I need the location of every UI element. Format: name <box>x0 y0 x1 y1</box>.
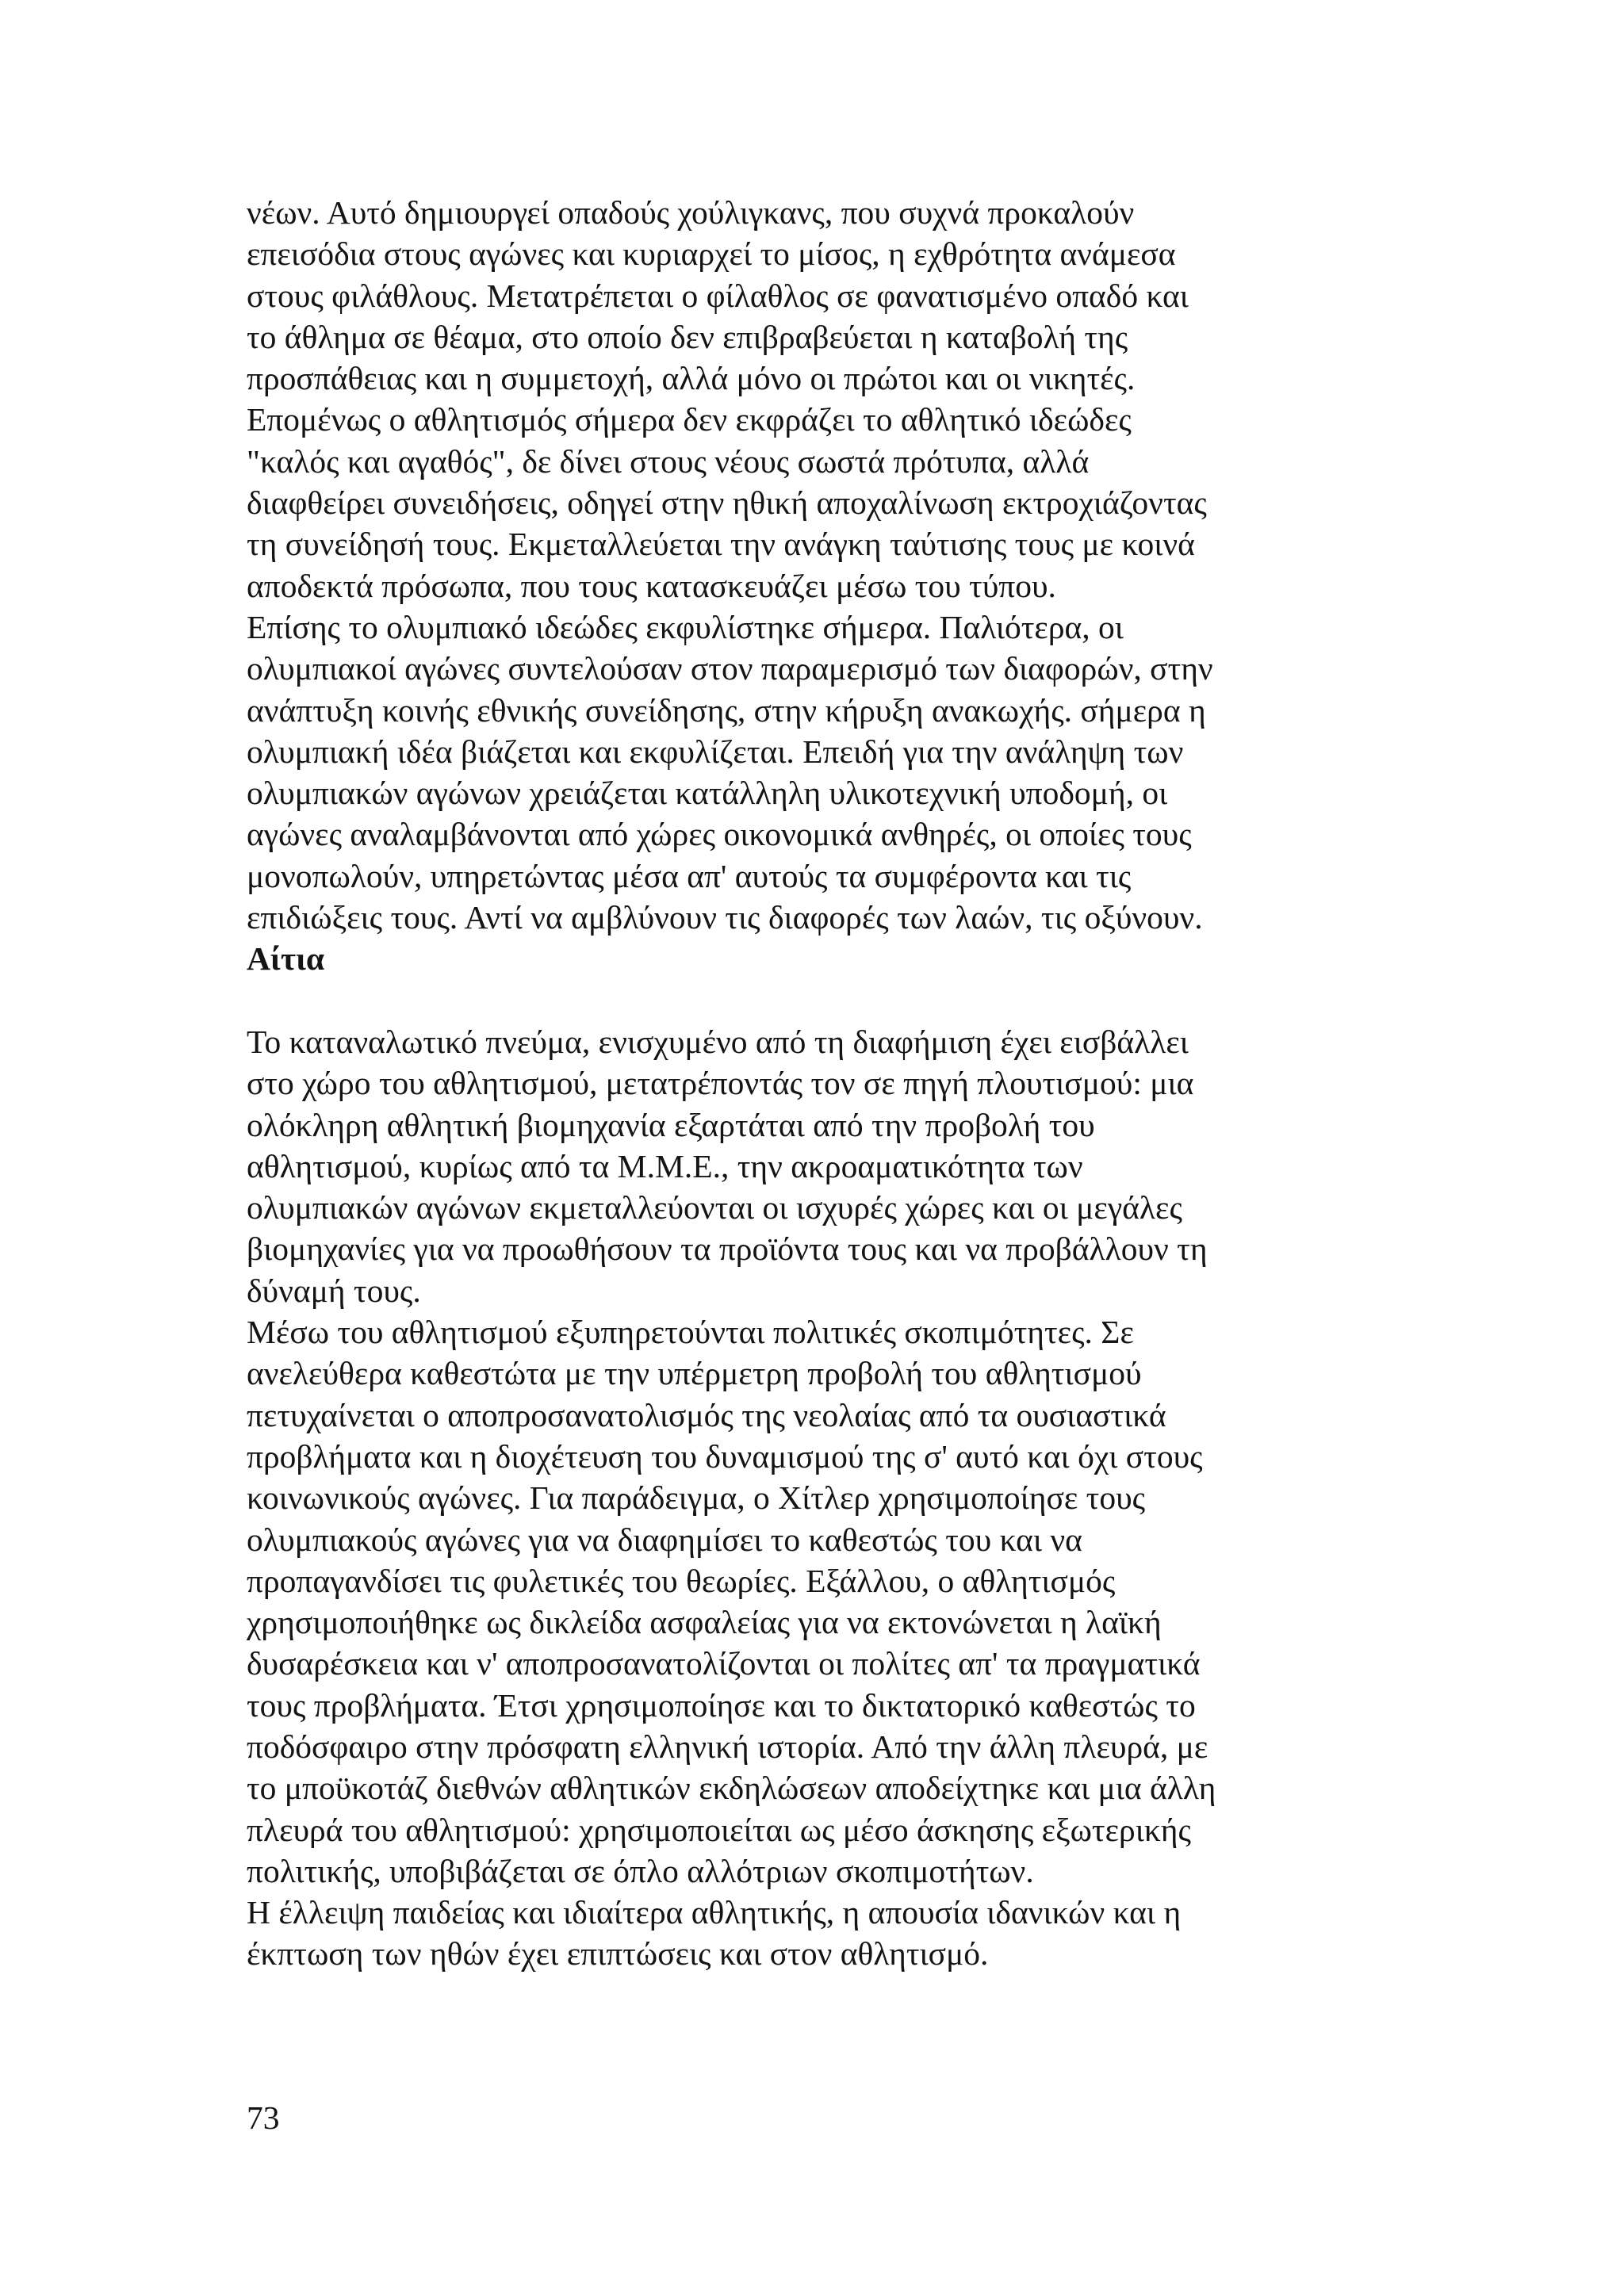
text-line: αθλητισμού, κυρίως από τα Μ.Μ.Ε., την ακροαματικότητα των <box>247 1147 1083 1184</box>
text-line: μονοπωλούν, υπηρετώντας μέσα απ' αυτούς τα συμφέροντα και τις <box>247 857 1132 894</box>
text-line: αγώνες αναλαμβάνονται από χώρες οικονομικά ανθηρές, οι οποίες τους <box>247 816 1192 853</box>
text-line: ολυμπιακών αγώνων χρειάζεται κατάλληλη υλικοτεχνική υποδομή, οι <box>247 775 1168 812</box>
text-line: χρησιμοποιήθηκε ως δικλείδα ασφαλείας για να εκτονώνεται η λαϊκή <box>247 1604 1162 1641</box>
text-line: Η έλλειψη παιδείας και ιδιαίτερα αθλητικής, η απουσία ιδανικών και η <box>247 1894 1182 1931</box>
text-line: ολυμπιακή ιδέα βιάζεται και εκφυλίζεται. Επειδή για την ανάληψη των <box>247 733 1184 770</box>
text-line: πολιτικής, υποβιβάζεται σε όπλο αλλότριων σκοπιμοτήτων. <box>247 1852 1034 1889</box>
text-line: Επομένως ο αθλητισμός σήμερα δεν εκφράζει το αθλητικό ιδεώδες <box>247 401 1132 438</box>
text-line: προσπάθειας και η συμμετοχή, αλλά μόνο οι πρώτοι και οι νικητές. <box>247 360 1136 397</box>
paragraph-4 <box>247 1311 1373 1892</box>
text-line: επιδιώξεις τους. Αντί να αμβλύνουν τις διαφορές των λαών, τις οξύνουν. <box>247 899 1203 936</box>
text-line: τη συνείδησή τους. Εκμεταλλεύεται την ανάγκη ταύτισης τους με κοινά <box>247 526 1195 563</box>
text-line: ολυμπιακών αγώνων εκμεταλλεύονται οι ισχυρές χώρες και οι μεγάλες <box>247 1189 1182 1226</box>
paragraph-5 <box>247 1892 1373 1975</box>
text-line: το άθλημα σε θέαμα, στο οποίο δεν επιβραβεύεται η καταβολή της <box>247 318 1128 355</box>
text-line: επεισόδια στους αγώνες και κυριαρχεί το μίσος, η εχθρότητα ανάμεσα <box>247 235 1176 273</box>
text-line: κοινωνικούς αγώνες. Για παράδειγμα, ο Χίτλερ χρησιμοποίησε τους <box>247 1479 1146 1517</box>
text-line: προβλήματα και η διοχέτευση του δυναμισμού της σ' αυτό και όχι στους <box>247 1437 1203 1475</box>
text-line: Μέσω του αθλητισμού εξυπηρετούνται πολιτικές σκοπιμότητες. Σε <box>247 1314 1134 1351</box>
paragraph-2 <box>247 607 1373 938</box>
text-line: ποδόσφαιρο στην πρόσφατη ελληνική ιστορία. Από την άλλη πλευρά, με <box>247 1728 1208 1765</box>
text-line: τους προβλήματα. Έτσι χρησιμοποίησε και το δικτατορικό καθεστώς το <box>247 1686 1196 1724</box>
text-line: διαφθείρει συνειδήσεις, οδηγεί στην ηθική αποχαλίνωση εκτροχιάζοντας <box>247 484 1207 522</box>
page-number: 73 <box>247 2099 280 2136</box>
text-line: ολυμπιακοί αγώνες συντελούσαν στον παραμερισμό των διαφορών, στην <box>247 650 1213 687</box>
text-line: ολυμπιακούς αγώνες για να διαφημίσει το καθεστώς του και να <box>247 1521 1082 1558</box>
text-line: το μποϋκοτάζ διεθνών αθλητικών εκδηλώσεων αποδείχτηκε και μια άλλη <box>247 1770 1216 1807</box>
text-line: πλευρά του αθλητισμού: χρησιμοποιείται ως μέσο άσκησης εξωτερικής <box>247 1811 1191 1848</box>
text-line: έκπτωση των ηθών έχει επιπτώσεις και στον αθλητισμό. <box>247 1935 989 1973</box>
paragraph-3 <box>247 1021 1373 1311</box>
text-line: στους φιλάθλους. Μετατρέπεται ο φίλαθλος σε φανατισμένο οπαδό και <box>247 277 1189 314</box>
text-line: νέων. Αυτό δημιουργεί οπαδούς χούλιγκανς, που συχνά προκαλούν <box>247 194 1135 231</box>
text-line: βιομηχανίες για να προωθήσουν τα προϊόντα τους και να προβάλλουν τη <box>247 1230 1208 1268</box>
page-body <box>247 192 1373 1975</box>
paragraph-1 <box>247 192 1373 607</box>
text-line: προπαγανδίσει τις φυλετικές του θεωρίες. Εξάλλου, ο αθλητισμός <box>247 1562 1116 1599</box>
text-line: πετυχαίνεται ο αποπροσανατολισμός της νεολαίας από τα ουσιαστικά <box>247 1396 1166 1433</box>
heading-text: Αίτια <box>247 940 324 978</box>
text-line: Επίσης το ολυμπιακό ιδεώδες εκφυλίστηκε σήμερα. Παλιότερα, οι <box>247 608 1124 645</box>
text-line: Το καταναλωτικό πνεύμα, ενισχυμένο από τη διαφήμιση έχει εισβάλλει <box>247 1023 1189 1060</box>
text-line: ανελεύθερα καθεστώτα με την υπέρμετρη προβολή του αθλητισμού <box>247 1355 1142 1392</box>
text-line: δυσαρέσκεια και ν' αποπροσανατολίζονται οι πολίτες απ' τα πραγματικά <box>247 1645 1201 1682</box>
text-line: ανάπτυξη κοινής εθνικής συνείδησης, στην κήρυξη ανακωχής. σήμερα η <box>247 691 1206 729</box>
text-line: δύναμή τους. <box>247 1272 421 1309</box>
text-line: αποδεκτά πρόσωπα, που τους κατασκευάζει μέσω του τύπου. <box>247 567 1056 604</box>
section-heading <box>247 938 1373 979</box>
text-line: ολόκληρη αθλητική βιομηχανία εξαρτάται από την προβολή του <box>247 1106 1095 1143</box>
text-line: "καλός και αγαθός", δε δίνει στους νέους σωστά πρότυπα, αλλά <box>247 442 1090 480</box>
text-line: στο χώρο του αθλητισμού, μετατρέποντάς τον σε πηγή πλουτισμού: μια <box>247 1065 1194 1102</box>
